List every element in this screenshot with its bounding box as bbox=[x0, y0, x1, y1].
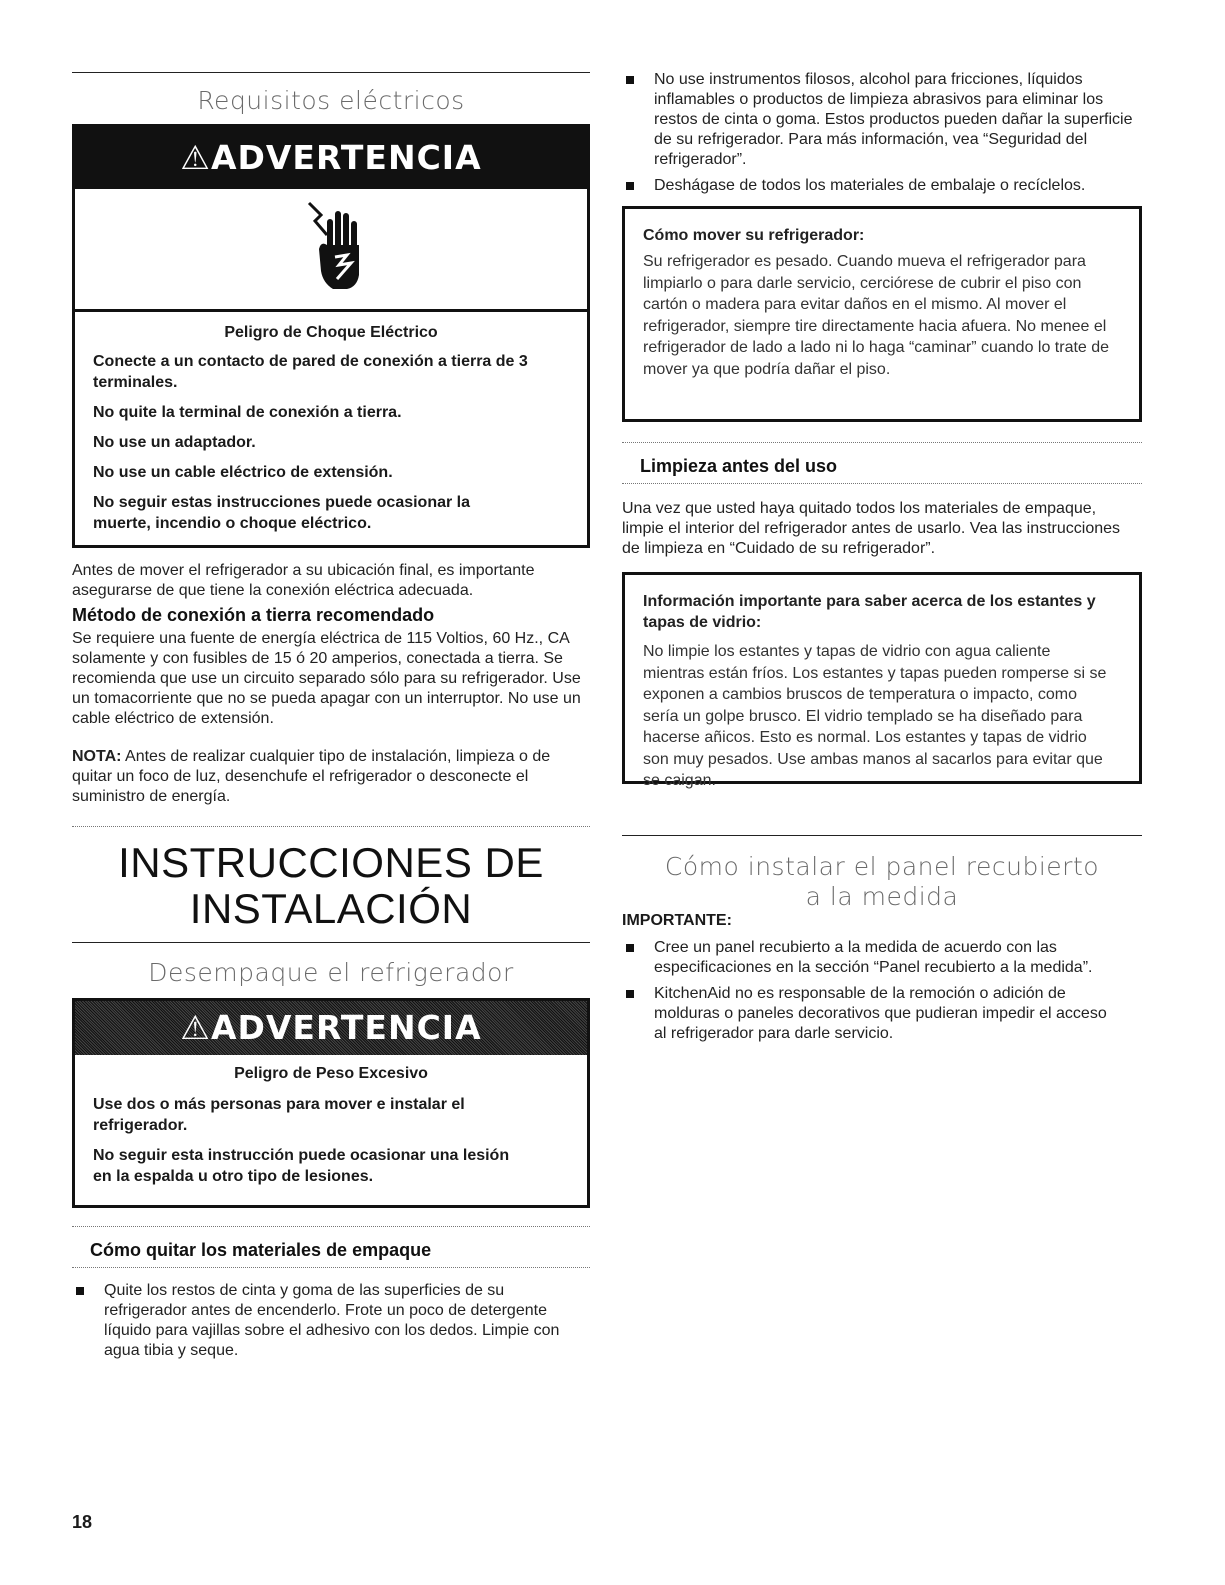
warning-line: No seguir estas instrucciones puede ocasionar la muerte, incendio o choque eléctrico. bbox=[93, 494, 471, 532]
grounding-method-text: Se requiere una fuente de energía eléctrica de 115 Voltios, 60 Hz., CA solamente y con fusibles de 15 ó 20 amperios, conectada a tierra. Se recomienda que use un circuito separado sólo para su refrigerador. Use un tomacorriente que no se pueda apagar con un interruptor. No use un cable eléctrico de extensión. bbox=[72, 630, 581, 727]
warning-banner: ⚠ADVERTENCIA bbox=[75, 127, 587, 189]
weight-warning-box bbox=[72, 998, 590, 1208]
warning-line: Use dos o más personas para mover e instalar el refrigerador. bbox=[93, 1096, 465, 1134]
warning-banner: ⚠ADVERTENCIA bbox=[75, 1001, 587, 1055]
page-number: 18 bbox=[72, 1512, 93, 1532]
packing-heading: Cómo quitar los materiales de empaque bbox=[90, 1240, 432, 1260]
warning-line: No quite la terminal de conexión a tierra. bbox=[93, 404, 402, 421]
glass-info-box bbox=[622, 572, 1142, 789]
install-title-line: INSTALACIÓN bbox=[189, 885, 473, 932]
packing-list bbox=[72, 1281, 572, 1361]
list-item: KitchenAid no es responsable de la remoción o adición de molduras o paneles decorativos que pudieran impedir el acceso al refrigerador para darle servicio. bbox=[622, 984, 1122, 1044]
note-label: NOTA: bbox=[72, 748, 122, 765]
divider bbox=[72, 72, 590, 73]
list-item: Quite los restos de cinta y goma de las superficies de su refrigerador antes de encenderlo. Frote un poco de detergente líquido para vajillas sobre el adhesivo con los dedos. Limpie con agua tibia y seque. bbox=[72, 1281, 572, 1361]
note-paragraph bbox=[72, 747, 590, 807]
grounding-method-heading: Método de conexión a tierra recomendado bbox=[72, 605, 435, 625]
warning-line: Conecte a un contacto de pared de conexión a tierra de 3 terminales. bbox=[93, 353, 528, 391]
electrical-intro: Antes de mover el refrigerador a su ubicación final, es importante asegurarse de que tiene la conexión eléctrica adecuada. bbox=[72, 562, 535, 599]
bullet-square-icon bbox=[626, 990, 634, 998]
install-title-line: INSTRUCCIONES DE bbox=[118, 839, 544, 886]
list-item: Deshágase de todos los materiales de embalaje o recíclelos. bbox=[622, 176, 1142, 196]
divider bbox=[622, 835, 1142, 836]
warning-line: No use un cable eléctrico de extensión. bbox=[93, 464, 393, 481]
top-bullet-list bbox=[622, 70, 1142, 196]
warning-heading: Peligro de Choque Eléctrico bbox=[224, 324, 438, 341]
box-heading: Información importante para saber acerca de los estantes y tapas de vidrio: bbox=[643, 593, 1096, 631]
box-text: No limpie los estantes y tapas de vidrio con agua caliente mientras están fríos. Los estantes y tapas pueden romperse si se exponen a cambios bruscos de temperatura o impacto, como sería un golpe brusco. El vidrio templado se ha diseñado para hacerse añicos. Esto es normal. Los estantes y tapas de vidrio son muy pesados. Use ambas manos al sacarlos para evitar que se caigan. bbox=[643, 643, 1107, 789]
warning-line: No use un adaptador. bbox=[93, 434, 256, 451]
electric-shock-hand-icon bbox=[307, 201, 367, 299]
divider bbox=[72, 826, 590, 827]
divider bbox=[72, 1267, 590, 1268]
shock-icon-area bbox=[75, 189, 587, 312]
note-text: Antes de realizar cualquier tipo de instalación, limpieza o de quitar un foco de luz, desenchufe el refrigerador o desconecte el suministro de energía. bbox=[72, 748, 551, 805]
box-heading: Cómo mover su refrigerador: bbox=[643, 227, 865, 244]
list-item: Cree un panel recubierto a la medida de acuerdo con las especificaciones en la sección “Panel recubierto a la medida”. bbox=[622, 938, 1122, 978]
list-item: No use instrumentos filosos, alcohol para fricciones, líquidos inflamables o productos de limpieza abrasivos para eliminar los restos de cinta o goma. Estos productos pueden dañar la superficie de su refrigerador. Para más información, vea “Seguridad del refrigerador”. bbox=[622, 70, 1142, 170]
moving-info-box bbox=[622, 206, 1142, 422]
electrical-warning-box bbox=[72, 124, 590, 548]
divider bbox=[622, 442, 1142, 443]
box-text: Su refrigerador es pesado. Cuando mueva el refrigerador para limpiarlo o para darle servicio, cerciórese de cubrir el piso con cartón o madera para evitar daños en el mismo. Al mover el refrigerador, siempre tire directamente hacia afuera. No menee el refrigerador de lado a lado ni lo haga “caminar” cuando lo trate de mover ya que podría dañar el piso. bbox=[643, 253, 1110, 378]
bullet-square-icon bbox=[626, 944, 634, 952]
section-title-panel bbox=[622, 852, 1142, 912]
install-title bbox=[72, 840, 590, 932]
bullet-square-icon bbox=[76, 1287, 84, 1295]
panel-title-line: Cómo instalar el panel recubierto bbox=[664, 852, 1100, 881]
cleaning-text: Una vez que usted haya quitado todos los materiales de empaque, limpie el interior del refrigerador antes de usarlo. Vea las instrucciones de limpieza en “Cuidado de su refrigerador”. bbox=[622, 500, 1121, 557]
panel-title-line: a la medida bbox=[805, 882, 959, 911]
warning-heading: Peligro de Peso Excesivo bbox=[234, 1065, 428, 1082]
section-title-unpack: Desempaque el refrigerador bbox=[148, 958, 514, 987]
bullet-square-icon bbox=[626, 76, 634, 84]
divider bbox=[72, 1226, 590, 1227]
cleaning-heading: Limpieza antes del uso bbox=[640, 456, 838, 476]
important-label: IMPORTANTE: bbox=[622, 912, 732, 929]
panel-bullet-list bbox=[622, 938, 1122, 1044]
warning-line: No seguir esta instrucción puede ocasionar una lesión en la espalda u otro tipo de lesiones. bbox=[93, 1147, 510, 1185]
bullet-square-icon bbox=[626, 182, 634, 190]
section-title-electrical: Requisitos eléctricos bbox=[197, 86, 465, 115]
divider bbox=[622, 483, 1142, 484]
divider bbox=[72, 942, 590, 943]
